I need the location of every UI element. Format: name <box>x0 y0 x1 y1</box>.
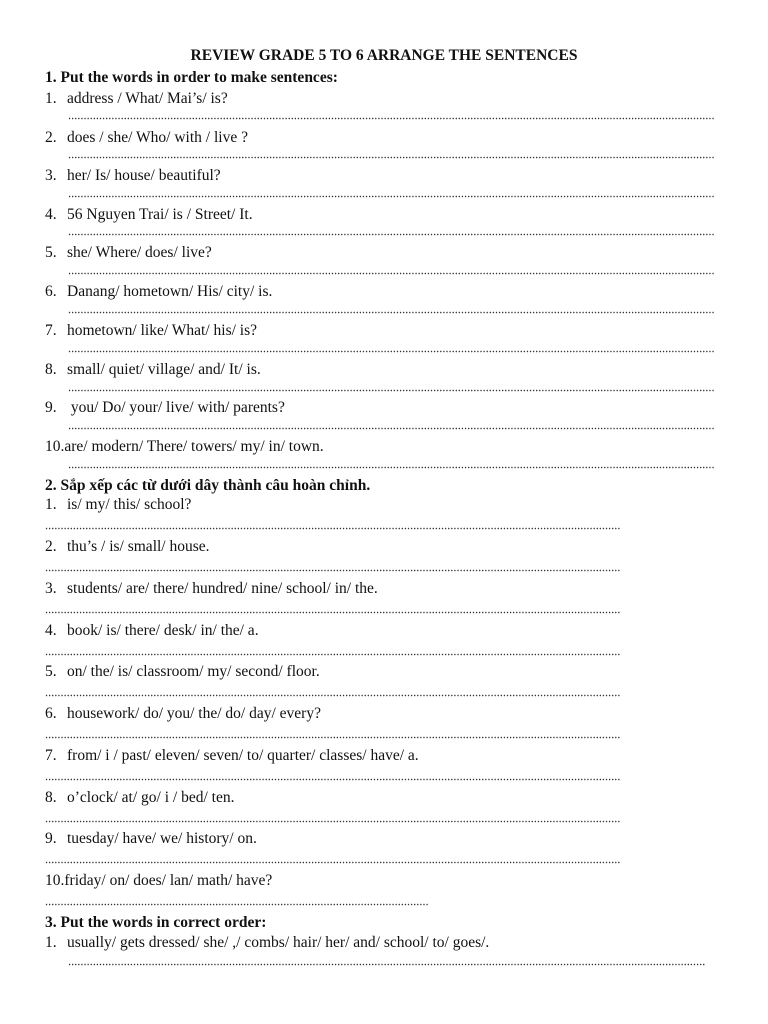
item-words: address / What/ Mai’s/ is? <box>67 90 228 107</box>
section-3-heading: 3. Put the words in correct order: <box>45 914 267 931</box>
exercise-item <box>45 934 489 952</box>
exercise-item <box>45 538 210 556</box>
answer-line[interactable] <box>68 156 714 159</box>
item-number: 1. <box>45 90 57 107</box>
item-words: book/ is/ there/ desk/ in/ the/ a. <box>67 622 259 639</box>
item-words: hometown/ like/ What/ his/ is? <box>67 322 257 339</box>
item-words: her/ Is/ house/ beautiful? <box>67 167 221 184</box>
answer-line[interactable] <box>45 694 621 697</box>
answer-line[interactable] <box>45 778 621 781</box>
item-words: are/ modern/ There/ towers/ my/ in/ town. <box>64 438 324 455</box>
answer-line[interactable] <box>68 350 714 353</box>
exercise-item <box>45 580 378 598</box>
section-1-heading: 1. Put the words in order to make sentences: <box>45 69 338 86</box>
item-number: 7. <box>45 747 57 764</box>
exercise-item <box>45 438 324 456</box>
exercise-item <box>45 167 221 185</box>
exercise-item <box>45 705 321 723</box>
answer-line[interactable] <box>68 272 714 275</box>
exercise-item <box>45 872 272 890</box>
answer-line[interactable] <box>45 861 621 864</box>
item-number: 10. <box>45 872 65 889</box>
answer-line[interactable] <box>68 311 714 314</box>
item-words: small/ quiet/ village/ and/ It/ is. <box>67 361 261 378</box>
item-words: thu’s / is/ small/ house. <box>67 538 210 555</box>
exercise-item <box>45 399 285 417</box>
item-number: 9. <box>45 830 57 847</box>
exercise-item <box>45 322 257 340</box>
item-words: you/ Do/ your/ live/ with/ parents? <box>67 399 285 416</box>
exercise-item <box>45 663 320 681</box>
answer-line[interactable] <box>45 653 621 656</box>
answer-line[interactable] <box>45 820 621 823</box>
item-words: 56 Nguyen Trai/ is / Street/ It. <box>67 206 253 223</box>
answer-line[interactable] <box>68 389 714 392</box>
item-number: 4. <box>45 622 57 639</box>
exercise-item <box>45 129 248 147</box>
item-words: usually/ gets dressed/ she/ ,/ combs/ hair/ her/ and/ school/ to/ goes/. <box>67 934 490 951</box>
exercise-item <box>45 361 261 379</box>
answer-line[interactable] <box>68 427 714 430</box>
answer-line[interactable] <box>68 117 714 120</box>
item-words: students/ are/ there/ hundred/ nine/ school/ in/ the. <box>67 580 378 597</box>
answer-line[interactable] <box>45 527 621 530</box>
item-number: 3. <box>45 167 57 184</box>
item-number: 3. <box>45 580 57 597</box>
answer-line[interactable] <box>68 466 714 469</box>
exercise-item <box>45 622 259 640</box>
answer-line[interactable] <box>45 569 621 572</box>
answer-line[interactable] <box>68 963 705 966</box>
section-2-heading: 2. Sắp xếp các từ dưới dây thành câu hoàn chỉnh. <box>45 477 371 494</box>
item-words: does / she/ Who/ with / live ? <box>67 129 248 146</box>
answer-line[interactable] <box>45 736 621 739</box>
worksheet-title: REVIEW GRADE 5 TO 6 ARRANGE THE SENTENCES <box>190 47 578 64</box>
exercise-item <box>45 496 191 514</box>
item-number: 6. <box>45 283 57 300</box>
item-words: is/ my/ this/ school? <box>67 496 192 513</box>
exercise-item <box>45 283 272 301</box>
exercise-item <box>45 830 257 848</box>
item-words: Danang/ hometown/ His/ city/ is. <box>67 283 273 300</box>
item-number: 5. <box>45 244 57 261</box>
item-number: 7. <box>45 322 57 339</box>
item-number: 8. <box>45 361 57 378</box>
item-number: 2. <box>45 538 57 555</box>
item-number: 10. <box>45 438 65 455</box>
item-words: she/ Where/ does/ live? <box>67 244 212 261</box>
exercise-item <box>45 747 419 765</box>
exercise-item <box>45 789 234 807</box>
item-words: on/ the/ is/ classroom/ my/ second/ floor. <box>67 663 320 680</box>
item-number: 8. <box>45 789 57 806</box>
item-words: o’clock/ at/ go/ i / bed/ ten. <box>67 789 235 806</box>
item-number: 5. <box>45 663 57 680</box>
exercise-item <box>45 206 253 224</box>
item-words: tuesday/ have/ we/ history/ on. <box>67 830 257 847</box>
item-words: from/ i / past/ eleven/ seven/ to/ quarter/ classes/ have/ a. <box>67 747 419 764</box>
answer-line[interactable] <box>68 233 714 236</box>
item-words: friday/ on/ does/ lan/ math/ have? <box>64 872 273 889</box>
answer-line[interactable] <box>68 195 714 198</box>
item-number: 4. <box>45 206 57 223</box>
item-words: housework/ do/ you/ the/ do/ day/ every? <box>67 705 321 722</box>
item-number: 1. <box>45 934 57 951</box>
item-number: 6. <box>45 705 57 722</box>
item-number: 2. <box>45 129 57 146</box>
exercise-item <box>45 90 228 108</box>
item-number: 1. <box>45 496 57 513</box>
exercise-item <box>45 244 212 262</box>
item-number: 9. <box>45 399 57 416</box>
answer-line[interactable] <box>45 903 428 906</box>
answer-line[interactable] <box>45 611 621 614</box>
